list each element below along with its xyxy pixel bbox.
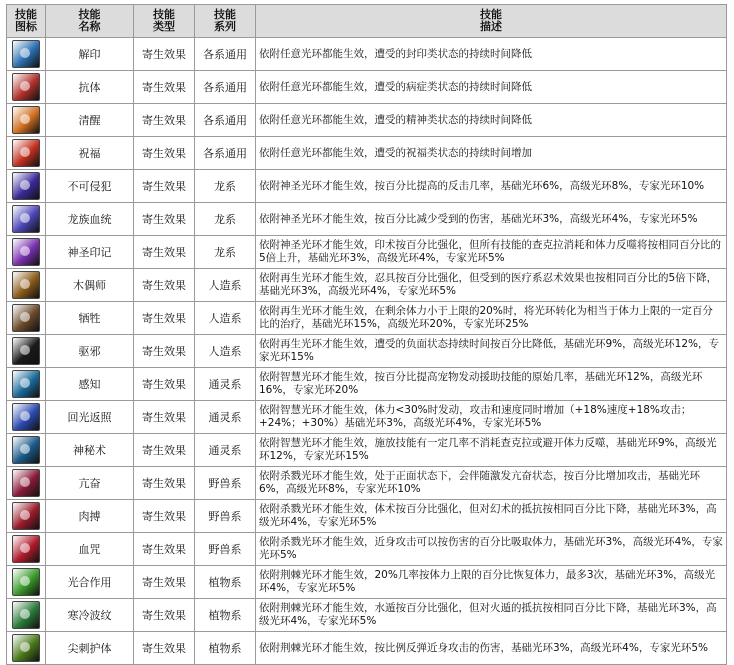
perception-icon bbox=[12, 370, 40, 398]
skill-description: 依附任意光环都能生效，遭受的病症类状态的持续时间降低 bbox=[256, 71, 727, 104]
excite-icon bbox=[12, 469, 40, 497]
skill-icon-cell bbox=[7, 566, 46, 599]
skill-table-container bbox=[6, 4, 726, 665]
skill-icon-cell bbox=[7, 302, 46, 335]
skill-description: 依附智慧光环才能生效，施放技能有一定几率不消耗查克拉或避开体力反噬，基础光环9%，高级光环12%，专家光环15% bbox=[256, 434, 727, 467]
skill-name: 祝福 bbox=[46, 137, 134, 170]
header-name: 技能 名称 bbox=[46, 5, 134, 38]
skill-series: 各系通用 bbox=[195, 104, 256, 137]
header-desc: 技能 描述 bbox=[256, 5, 727, 38]
skill-description: 依附荆棘光环才能生效，按比例反弹近身攻击的伤害，基础光环3%，高级光环4%，专家光环5% bbox=[256, 632, 727, 665]
table-header-row bbox=[7, 5, 727, 38]
table-row bbox=[7, 467, 727, 500]
skill-series: 野兽系 bbox=[195, 500, 256, 533]
skill-name: 亢奋 bbox=[46, 467, 134, 500]
table-row bbox=[7, 533, 727, 566]
blood-curse-icon bbox=[12, 535, 40, 563]
skill-description: 依附荆棘光环才能生效，20%几率按体力上限的百分比恢复体力，最多3次，基础光环3%，高级光环4%，专家光环5% bbox=[256, 566, 727, 599]
melee-icon bbox=[12, 502, 40, 530]
table-row bbox=[7, 566, 727, 599]
skill-name: 尖刺护体 bbox=[46, 632, 134, 665]
skill-name: 驱邪 bbox=[46, 335, 134, 368]
table-row bbox=[7, 401, 727, 434]
table-row bbox=[7, 632, 727, 665]
blessing-icon bbox=[12, 139, 40, 167]
header-series: 技能 系列 bbox=[195, 5, 256, 38]
skill-icon-cell bbox=[7, 137, 46, 170]
exorcism-icon bbox=[12, 337, 40, 365]
skill-icon-cell bbox=[7, 71, 46, 104]
seal-icon bbox=[12, 40, 40, 68]
skill-series: 通灵系 bbox=[195, 368, 256, 401]
skill-description: 依附神圣光环才能生效，按百分比减少受到的伤害，基础光环3%，高级光环4%，专家光环5% bbox=[256, 203, 727, 236]
header-type: 技能 类型 bbox=[134, 5, 195, 38]
skill-description: 依附再生光环才能生效，在剩余体力小于上限的20%时，将光环转化为相当于体力上限的一定百分比的治疗，基础光环15%，高级光环20%，专家光环25% bbox=[256, 302, 727, 335]
sacrifice-icon bbox=[12, 304, 40, 332]
skill-description: 依附杀戮光环才能生效，体术按百分比强化，但对幻术的抵抗按相同百分比下降，基础光环3%，高级光环4%，专家光环5% bbox=[256, 500, 727, 533]
skill-description: 依附任意光环都能生效，遭受的封印类状态的持续时间降低 bbox=[256, 38, 727, 71]
skill-series: 各系通用 bbox=[195, 38, 256, 71]
skill-type: 寄生效果 bbox=[134, 203, 195, 236]
skill-type: 寄生效果 bbox=[134, 104, 195, 137]
skill-icon-cell bbox=[7, 203, 46, 236]
skill-icon-cell bbox=[7, 269, 46, 302]
skill-description: 依附杀戮光环才能生效，处于正面状态下，会伴随激发亢奋状态，按百分比增加攻击，基础光环6%，高级光环8%，专家光环10% bbox=[256, 467, 727, 500]
table-row bbox=[7, 203, 727, 236]
skill-description: 依附智慧光环才能生效，体力<30%时发动，攻击和速度同时增加（+18%速度+18%攻击；+24%；+30%）基础光环3%，高级光环4%，专家光环5% bbox=[256, 401, 727, 434]
skill-series: 通灵系 bbox=[195, 434, 256, 467]
skill-series: 人造系 bbox=[195, 302, 256, 335]
table-row bbox=[7, 434, 727, 467]
skill-type: 寄生效果 bbox=[134, 533, 195, 566]
skill-name: 牺牲 bbox=[46, 302, 134, 335]
skill-table bbox=[6, 4, 727, 665]
skill-series: 人造系 bbox=[195, 335, 256, 368]
holy-mark-icon bbox=[12, 238, 40, 266]
skill-type: 寄生效果 bbox=[134, 137, 195, 170]
skill-icon-cell bbox=[7, 467, 46, 500]
skill-description: 依附神圣光环才能生效，印术按百分比强化，但所有技能的查克拉消耗和体力反噬将按相同百分比的5倍上升，基础光环3%，高级光环4%，专家光环5% bbox=[256, 236, 727, 269]
table-row bbox=[7, 71, 727, 104]
skill-name: 木偶师 bbox=[46, 269, 134, 302]
skill-description: 依附神圣光环才能生效，按百分比提高的反击几率，基础光环6%，高级光环8%，专家光环10% bbox=[256, 170, 727, 203]
awaken-icon bbox=[12, 106, 40, 134]
invincible-icon bbox=[12, 172, 40, 200]
skill-series: 龙系 bbox=[195, 170, 256, 203]
skill-description: 依附再生光环才能生效，遭受的负面状态持续时间按百分比降低，基础光环9%，高级光环12%，专家光环15% bbox=[256, 335, 727, 368]
skill-description: 依附任意光环都能生效，遭受的精神类状态的持续时间降低 bbox=[256, 104, 727, 137]
skill-type: 寄生效果 bbox=[134, 335, 195, 368]
table-row bbox=[7, 236, 727, 269]
skill-icon-cell bbox=[7, 401, 46, 434]
skill-series: 植物系 bbox=[195, 632, 256, 665]
skill-name: 回光返照 bbox=[46, 401, 134, 434]
skill-type: 寄生效果 bbox=[134, 467, 195, 500]
skill-series: 通灵系 bbox=[195, 401, 256, 434]
table-row bbox=[7, 335, 727, 368]
skill-type: 寄生效果 bbox=[134, 38, 195, 71]
skill-description: 依附任意光环都能生效，遭受的祝福类状态的持续时间增加 bbox=[256, 137, 727, 170]
skill-name: 清醒 bbox=[46, 104, 134, 137]
skill-icon-cell bbox=[7, 335, 46, 368]
table-row bbox=[7, 38, 727, 71]
skill-name: 不可侵犯 bbox=[46, 170, 134, 203]
skill-description: 依附荆棘光环才能生效，水遁按百分比强化，但对火遁的抵抗按相同百分比下降，基础光环3%，高级光环4%，专家光环5% bbox=[256, 599, 727, 632]
photosynthesis-icon bbox=[12, 568, 40, 596]
reflection-icon bbox=[12, 403, 40, 431]
skill-series: 野兽系 bbox=[195, 467, 256, 500]
skill-name: 龙族血统 bbox=[46, 203, 134, 236]
skill-series: 植物系 bbox=[195, 566, 256, 599]
skill-type: 寄生效果 bbox=[134, 401, 195, 434]
thorn-armor-icon bbox=[12, 634, 40, 662]
skill-icon-cell bbox=[7, 236, 46, 269]
skill-type: 寄生效果 bbox=[134, 236, 195, 269]
skill-icon-cell bbox=[7, 434, 46, 467]
skill-name: 神秘术 bbox=[46, 434, 134, 467]
cold-wave-icon bbox=[12, 601, 40, 629]
table-row bbox=[7, 302, 727, 335]
skill-type: 寄生效果 bbox=[134, 500, 195, 533]
skill-description: 依附杀戮光环才能生效，近身攻击可以按伤害的百分比吸取体力，基础光环3%，高级光环4%，专家光环5% bbox=[256, 533, 727, 566]
table-row bbox=[7, 269, 727, 302]
skill-icon-cell bbox=[7, 599, 46, 632]
skill-type: 寄生效果 bbox=[134, 434, 195, 467]
header-icon: 技能 图标 bbox=[7, 5, 46, 38]
skill-name: 肉搏 bbox=[46, 500, 134, 533]
skill-series: 龙系 bbox=[195, 236, 256, 269]
table-row bbox=[7, 599, 727, 632]
puppeteer-icon bbox=[12, 271, 40, 299]
skill-name: 血咒 bbox=[46, 533, 134, 566]
table-row bbox=[7, 170, 727, 203]
skill-type: 寄生效果 bbox=[134, 269, 195, 302]
skill-series: 人造系 bbox=[195, 269, 256, 302]
skill-type: 寄生效果 bbox=[134, 566, 195, 599]
skill-type: 寄生效果 bbox=[134, 632, 195, 665]
skill-description: 依附再生光环才能生效，忍具按百分比强化，但受到的医疗系忍术效果也按相同百分比的5倍下降，基础光环3%，高级光环4%，专家光环5% bbox=[256, 269, 727, 302]
skill-name: 感知 bbox=[46, 368, 134, 401]
table-row bbox=[7, 500, 727, 533]
skill-icon-cell bbox=[7, 500, 46, 533]
skill-name: 寒冷波纹 bbox=[46, 599, 134, 632]
skill-type: 寄生效果 bbox=[134, 599, 195, 632]
table-row bbox=[7, 137, 727, 170]
skill-series: 野兽系 bbox=[195, 533, 256, 566]
table-row bbox=[7, 368, 727, 401]
table-body bbox=[7, 38, 727, 665]
skill-name: 光合作用 bbox=[46, 566, 134, 599]
skill-description: 依附智慧光环才能生效，按百分比提高宠物发动援助技能的原始几率，基础光环12%，高级光环16%，专家光环20% bbox=[256, 368, 727, 401]
dragon-blood-icon bbox=[12, 205, 40, 233]
skill-series: 各系通用 bbox=[195, 137, 256, 170]
skill-type: 寄生效果 bbox=[134, 302, 195, 335]
skill-type: 寄生效果 bbox=[134, 368, 195, 401]
skill-name: 抗体 bbox=[46, 71, 134, 104]
skill-icon-cell bbox=[7, 368, 46, 401]
skill-series: 各系通用 bbox=[195, 71, 256, 104]
skill-icon-cell bbox=[7, 533, 46, 566]
skill-icon-cell bbox=[7, 632, 46, 665]
skill-series: 植物系 bbox=[195, 599, 256, 632]
skill-series: 龙系 bbox=[195, 203, 256, 236]
skill-icon-cell bbox=[7, 38, 46, 71]
skill-name: 解印 bbox=[46, 38, 134, 71]
skill-icon-cell bbox=[7, 104, 46, 137]
table-row bbox=[7, 104, 727, 137]
antibody-icon bbox=[12, 73, 40, 101]
mystic-icon bbox=[12, 436, 40, 464]
skill-name: 神圣印记 bbox=[46, 236, 134, 269]
skill-type: 寄生效果 bbox=[134, 170, 195, 203]
skill-icon-cell bbox=[7, 170, 46, 203]
skill-type: 寄生效果 bbox=[134, 71, 195, 104]
